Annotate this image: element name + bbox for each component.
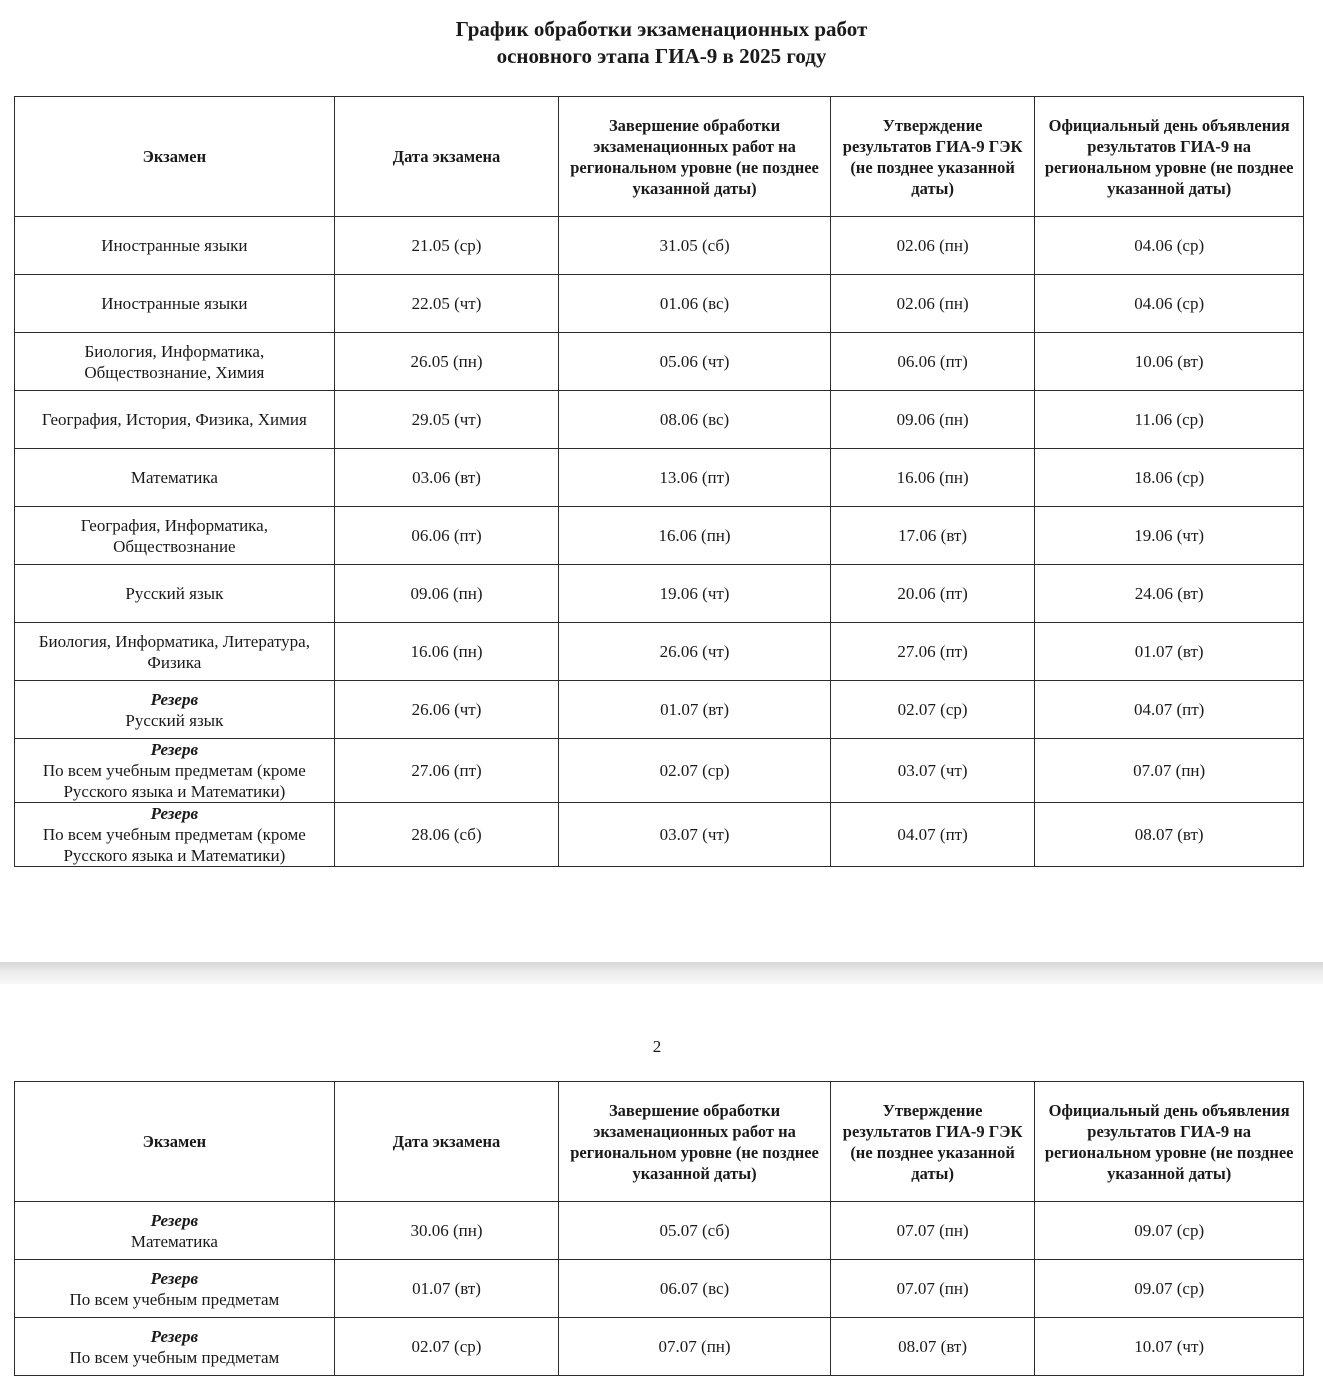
exam-subjects: Биология, Информатика, Литература, Физика [38, 631, 310, 672]
exam-subjects: По всем учебным предметам (кроме Русского языка и Математики) [42, 825, 306, 865]
official-day-cell: 10.06 (вт) [1035, 333, 1304, 391]
exam-subjects: Математика [130, 468, 218, 487]
official-day-cell: 04.06 (ср) [1035, 275, 1304, 333]
table-row [15, 803, 1304, 867]
exam-date-cell: 22.05 (чт) [334, 275, 559, 333]
exam-subjects: По всем учебным предметам [69, 1347, 280, 1367]
table-row [15, 275, 1304, 333]
reserve-label: Резерв [150, 740, 199, 759]
page-separator [0, 962, 1323, 984]
header-exam: Экзамен [15, 97, 335, 217]
exam-subjects: Русский язык [125, 584, 224, 603]
gek-approval-cell: 17.06 (вт) [830, 507, 1034, 565]
document-title [0, 16, 1323, 70]
processing-end-cell: 05.06 (чт) [559, 333, 831, 391]
official-day-cell: 19.06 (чт) [1035, 507, 1304, 565]
exam-cell [15, 449, 335, 507]
table-row [15, 217, 1304, 275]
official-day-cell: 04.06 (ср) [1035, 217, 1304, 275]
header-gek-approval: Утверждение результатов ГИА-9 ГЭК (не позднее указанной даты) [830, 97, 1034, 217]
official-day-cell: 01.07 (вт) [1035, 623, 1304, 681]
gek-approval-cell: 06.06 (пт) [830, 333, 1034, 391]
exam-cell [15, 275, 335, 333]
exam-subjects: Математика [130, 1231, 218, 1251]
gek-approval-cell: 02.06 (пн) [830, 217, 1034, 275]
exam-subjects: Иностранные языки [101, 294, 248, 313]
gek-approval-cell: 20.06 (пт) [830, 565, 1034, 623]
processing-end-cell: 08.06 (вс) [559, 391, 831, 449]
processing-end-cell: 01.07 (вт) [559, 681, 831, 739]
header-processing-end: Завершение обработки экзаменационных работ на региональном уровне (не позднее указанной даты) [559, 1082, 831, 1202]
official-day-cell: 24.06 (вт) [1035, 565, 1304, 623]
exam-subjects: География, Информатика, Обществознание [80, 515, 268, 556]
schedule-table-page-1 [14, 96, 1304, 867]
processing-end-cell: 02.07 (ср) [559, 739, 831, 803]
header-gek-approval: Утверждение результатов ГИА-9 ГЭК (не позднее указанной даты) [830, 1082, 1034, 1202]
exam-cell [15, 623, 335, 681]
processing-end-cell: 16.06 (пн) [559, 507, 831, 565]
exam-date-cell: 03.06 (вт) [334, 449, 559, 507]
table-header-row [15, 97, 1304, 217]
header-official-day: Официальный день объявления результатов ГИА-9 на региональном уровне (не позднее указанной даты) [1035, 97, 1304, 217]
gek-approval-cell: 04.07 (пт) [830, 803, 1034, 867]
header-exam-date: Дата экзамена [334, 97, 559, 217]
processing-end-cell: 05.07 (сб) [559, 1202, 831, 1260]
exam-cell [15, 739, 335, 803]
official-day-cell: 07.07 (пн) [1035, 739, 1304, 803]
table-row [15, 1318, 1304, 1376]
processing-end-cell: 07.07 (пн) [559, 1318, 831, 1376]
table-row [15, 1260, 1304, 1318]
exam-date-cell: 26.05 (пн) [334, 333, 559, 391]
header-official-day: Официальный день объявления результатов ГИА-9 на региональном уровне (не позднее указанной даты) [1035, 1082, 1304, 1202]
page-number: 2 [652, 1037, 662, 1056]
gek-approval-cell: 27.06 (пт) [830, 623, 1034, 681]
official-day-cell: 08.07 (вт) [1035, 803, 1304, 867]
exam-subjects: Иностранные языки [101, 236, 248, 255]
gek-approval-cell: 07.07 (пн) [830, 1202, 1034, 1260]
reserve-label: Резерв [150, 689, 199, 709]
official-day-cell: 11.06 (ср) [1035, 391, 1304, 449]
exam-subjects: Биология, Информатика, Обществознание, Химия [84, 341, 265, 382]
reserve-label: Резерв [150, 804, 199, 823]
exam-cell [15, 507, 335, 565]
exam-subjects: Русский язык [125, 710, 224, 730]
exam-cell [15, 565, 335, 623]
exam-cell [15, 391, 335, 449]
processing-end-cell: 13.06 (пт) [559, 449, 831, 507]
title-line-2: основного этапа ГИА-9 в 2025 году [496, 44, 827, 68]
table-row [15, 1202, 1304, 1260]
exam-subjects: По всем учебным предметам [69, 1289, 280, 1309]
exam-date-cell: 30.06 (пн) [334, 1202, 559, 1260]
processing-end-cell: 06.07 (вс) [559, 1260, 831, 1318]
official-day-cell: 18.06 (ср) [1035, 449, 1304, 507]
official-day-cell: 04.07 (пт) [1035, 681, 1304, 739]
header-processing-end: Завершение обработки экзаменационных работ на региональном уровне (не позднее указанной даты) [559, 97, 831, 217]
table-header-row [15, 1082, 1304, 1202]
exam-date-cell: 16.06 (пн) [334, 623, 559, 681]
reserve-label: Резерв [150, 1210, 199, 1230]
processing-end-cell: 03.07 (чт) [559, 803, 831, 867]
gek-approval-cell: 02.06 (пн) [830, 275, 1034, 333]
reserve-label: Резерв [150, 1326, 199, 1346]
processing-end-cell: 31.05 (сб) [559, 217, 831, 275]
gek-approval-cell: 07.07 (пн) [830, 1260, 1034, 1318]
exam-cell [15, 333, 335, 391]
exam-cell [15, 217, 335, 275]
table-row [15, 391, 1304, 449]
exam-subjects: По всем учебным предметам (кроме Русского языка и Математики) [42, 761, 306, 801]
reserve-label: Резерв [150, 1268, 199, 1288]
exam-date-cell: 09.06 (пн) [334, 565, 559, 623]
exam-cell [15, 1202, 335, 1260]
official-day-cell: 10.07 (чт) [1035, 1318, 1304, 1376]
table-row [15, 333, 1304, 391]
exam-date-cell: 02.07 (ср) [334, 1318, 559, 1376]
header-exam: Экзамен [15, 1082, 335, 1202]
processing-end-cell: 19.06 (чт) [559, 565, 831, 623]
gek-approval-cell: 09.06 (пн) [830, 391, 1034, 449]
table-row [15, 449, 1304, 507]
gek-approval-cell: 02.07 (ср) [830, 681, 1034, 739]
official-day-cell: 09.07 (ср) [1035, 1202, 1304, 1260]
processing-end-cell: 01.06 (вс) [559, 275, 831, 333]
exam-date-cell: 01.07 (вт) [334, 1260, 559, 1318]
header-exam-date: Дата экзамена [334, 1082, 559, 1202]
document-page-2 [0, 984, 1323, 1399]
table-row [15, 507, 1304, 565]
schedule-table-page-2 [14, 1081, 1304, 1376]
title-line-1: График обработки экзаменационных работ [455, 17, 868, 41]
table-row [15, 681, 1304, 739]
exam-date-cell: 28.06 (сб) [334, 803, 559, 867]
exam-cell [15, 681, 335, 739]
table-row [15, 565, 1304, 623]
gek-approval-cell: 16.06 (пн) [830, 449, 1034, 507]
exam-subjects: География, История, Физика, Химия [41, 410, 307, 429]
processing-end-cell: 26.06 (чт) [559, 623, 831, 681]
exam-date-cell: 27.06 (пт) [334, 739, 559, 803]
exam-date-cell: 26.06 (чт) [334, 681, 559, 739]
exam-cell [15, 803, 335, 867]
table-row [15, 739, 1304, 803]
table-row [15, 623, 1304, 681]
gek-approval-cell: 03.07 (чт) [830, 739, 1034, 803]
official-day-cell: 09.07 (ср) [1035, 1260, 1304, 1318]
exam-date-cell: 06.06 (пт) [334, 507, 559, 565]
exam-date-cell: 21.05 (ср) [334, 217, 559, 275]
gek-approval-cell: 08.07 (вт) [830, 1318, 1034, 1376]
exam-date-cell: 29.05 (чт) [334, 391, 559, 449]
exam-cell [15, 1318, 335, 1376]
exam-cell [15, 1260, 335, 1318]
